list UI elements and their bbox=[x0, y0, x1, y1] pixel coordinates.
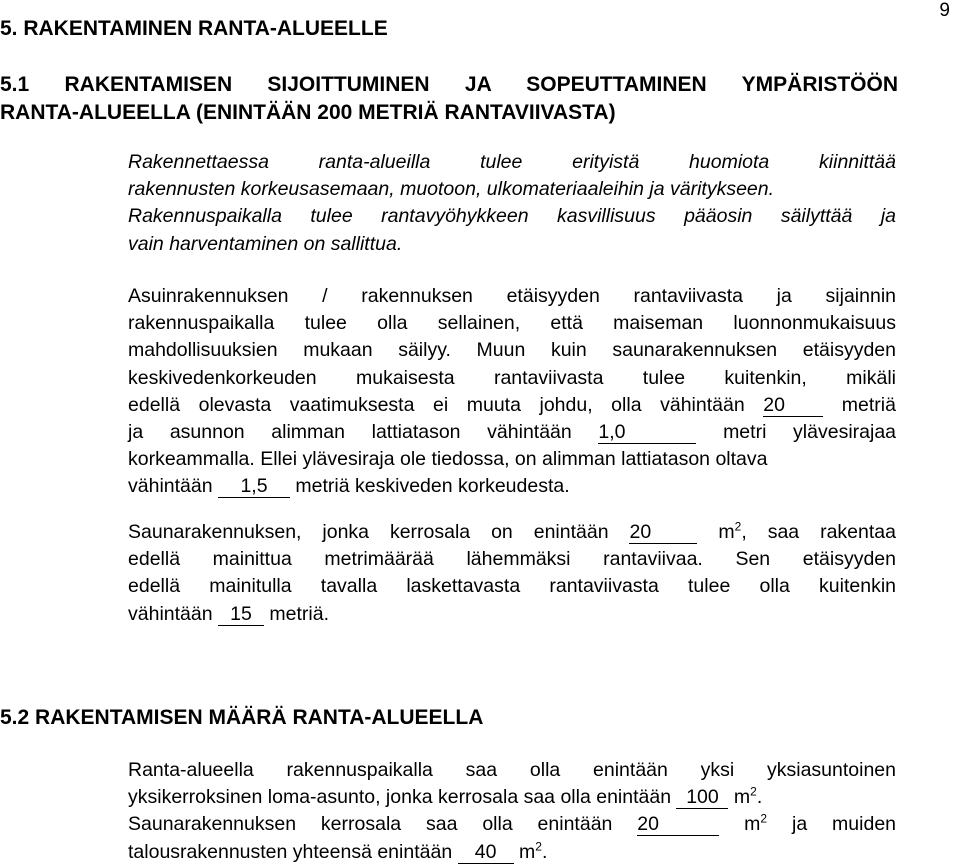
value-blank: 1,0 bbox=[598, 422, 696, 444]
italic-paragraph bbox=[128, 149, 896, 258]
paragraph-line: korkeammalla. Ellei ylävesiraja ole tiedossa, on alimman lattiatason oltava bbox=[128, 448, 768, 471]
paragraph-line bbox=[128, 473, 896, 500]
paragraph-line: edellä mainitulla tavalla laskettavasta rantaviivasta tulee olla kuitenkin bbox=[128, 575, 896, 598]
paragraph-line: rakennusten korkeusasemaan, muotoon, ulkomateriaaleihin ja väritykseen. bbox=[128, 178, 775, 201]
paragraph-line bbox=[128, 392, 896, 419]
value-blank: 1,5 bbox=[218, 476, 290, 498]
paragraph-line: Ranta-alueella rakennuspaikalla saa olla enintään yksi yksiasuntoinen bbox=[128, 759, 896, 781]
section-heading-line2: RANTA-ALUEELLA (ENINTÄÄN 200 METRIÄ RANTAVIIVASTA) bbox=[0, 101, 616, 124]
unit: m bbox=[519, 840, 536, 863]
page-number: 9 bbox=[939, 0, 950, 21]
paragraph-line: edellä mainittua metrimäärää lähemmäksi rantaviivaa. Sen etäisyyden bbox=[128, 548, 896, 571]
text-fragment: ja muiden bbox=[792, 813, 897, 836]
paragraph-line bbox=[128, 839, 896, 866]
value-blank: 20 bbox=[629, 522, 697, 544]
text-fragment: . bbox=[756, 786, 763, 809]
paragraph-line: keskivedenkorkeuden mukaisesta rantaviivasta tulee kuitenkin, mikäli bbox=[128, 366, 896, 389]
paragraph-line: Rakennettaessa ranta-alueilla tulee erityistä huomiota kiinnittää bbox=[128, 151, 896, 173]
chapter-heading: 5. RAKENTAMINEN RANTA-ALUEELLE bbox=[0, 17, 388, 40]
paragraph-line bbox=[128, 784, 896, 811]
value-blank: 40 bbox=[458, 842, 514, 864]
text-fragment: Saunarakennuksen, jonka kerrosala on enintään bbox=[128, 521, 609, 543]
unit: m bbox=[733, 786, 751, 809]
section-heading-5-2: 5.2 RAKENTAMISEN MÄÄRÄ RANTA-ALUEELLA bbox=[0, 706, 484, 729]
paragraph-line: rakennuspaikalla tulee olla sellainen, että maiseman luonnonmukaisuus bbox=[128, 312, 896, 335]
paragraph-line: vain harventaminen on sallittua. bbox=[128, 232, 403, 255]
sauna-paragraph bbox=[128, 519, 896, 628]
value-blank: 15 bbox=[218, 604, 264, 626]
value-blank: 20 bbox=[763, 395, 823, 417]
text-fragment: metriä keskiveden korkeudesta. bbox=[295, 475, 570, 498]
paragraph-line: Asuinrakennuksen / rakennuksen etäisyyden rantaviivasta ja sijainnin bbox=[128, 285, 896, 307]
value-blank: 20 bbox=[637, 814, 719, 836]
text-fragment: edellä olevasta vaatimuksesta ei muuta johdu, olla vähintään bbox=[128, 393, 745, 416]
paragraph-line bbox=[128, 419, 896, 446]
text-fragment: vähintään bbox=[128, 475, 213, 498]
text-fragment: talousrakennusten yhteensä enintään bbox=[128, 840, 453, 863]
section-heading-line1: 5.1 RAKENTAMISEN SIJOITTUMINEN JA SOPEUTTAMINEN YMPÄRISTÖÖN bbox=[0, 73, 898, 96]
text-fragment: metriä. bbox=[269, 602, 330, 625]
distance-paragraph bbox=[128, 283, 896, 501]
paragraph-line: Rakennuspaikalla tulee rantavyöhykkeen kasvillisuus pääosin säilyttää ja bbox=[128, 205, 896, 228]
text-fragment: yksikerroksinen loma-asunto, jonka kerrosala saa olla enintään bbox=[128, 786, 672, 809]
unit: m bbox=[718, 521, 735, 543]
paragraph-line bbox=[128, 519, 896, 546]
paragraph-line bbox=[128, 601, 896, 628]
paragraph-line: mahdollisuuksien mukaan säilyy. Muun kuin saunarakennuksen etäisyyden bbox=[128, 339, 896, 362]
unit-exponent: 2 bbox=[734, 519, 742, 534]
text-fragment: vähintään bbox=[128, 602, 213, 625]
text-fragment: , saa rakentaa bbox=[741, 521, 896, 543]
section-heading-5-1 bbox=[0, 71, 898, 127]
unit-exponent: 2 bbox=[760, 811, 768, 826]
unit-exponent: 2 bbox=[535, 839, 542, 854]
amount-paragraph bbox=[128, 757, 896, 866]
text-fragment: metriä bbox=[841, 393, 896, 416]
unit: m bbox=[744, 813, 761, 836]
text-fragment: Saunarakennuksen kerrosala saa olla enintään bbox=[128, 813, 613, 836]
text-fragment: ja asunnon alimman lattiatason vähintään bbox=[128, 420, 572, 443]
value-blank: 100 bbox=[676, 787, 728, 809]
unit-exponent: 2 bbox=[750, 784, 757, 799]
text-fragment: . bbox=[541, 840, 548, 863]
text-fragment: metri ylävesirajaa bbox=[723, 420, 897, 443]
paragraph-line bbox=[128, 811, 896, 838]
